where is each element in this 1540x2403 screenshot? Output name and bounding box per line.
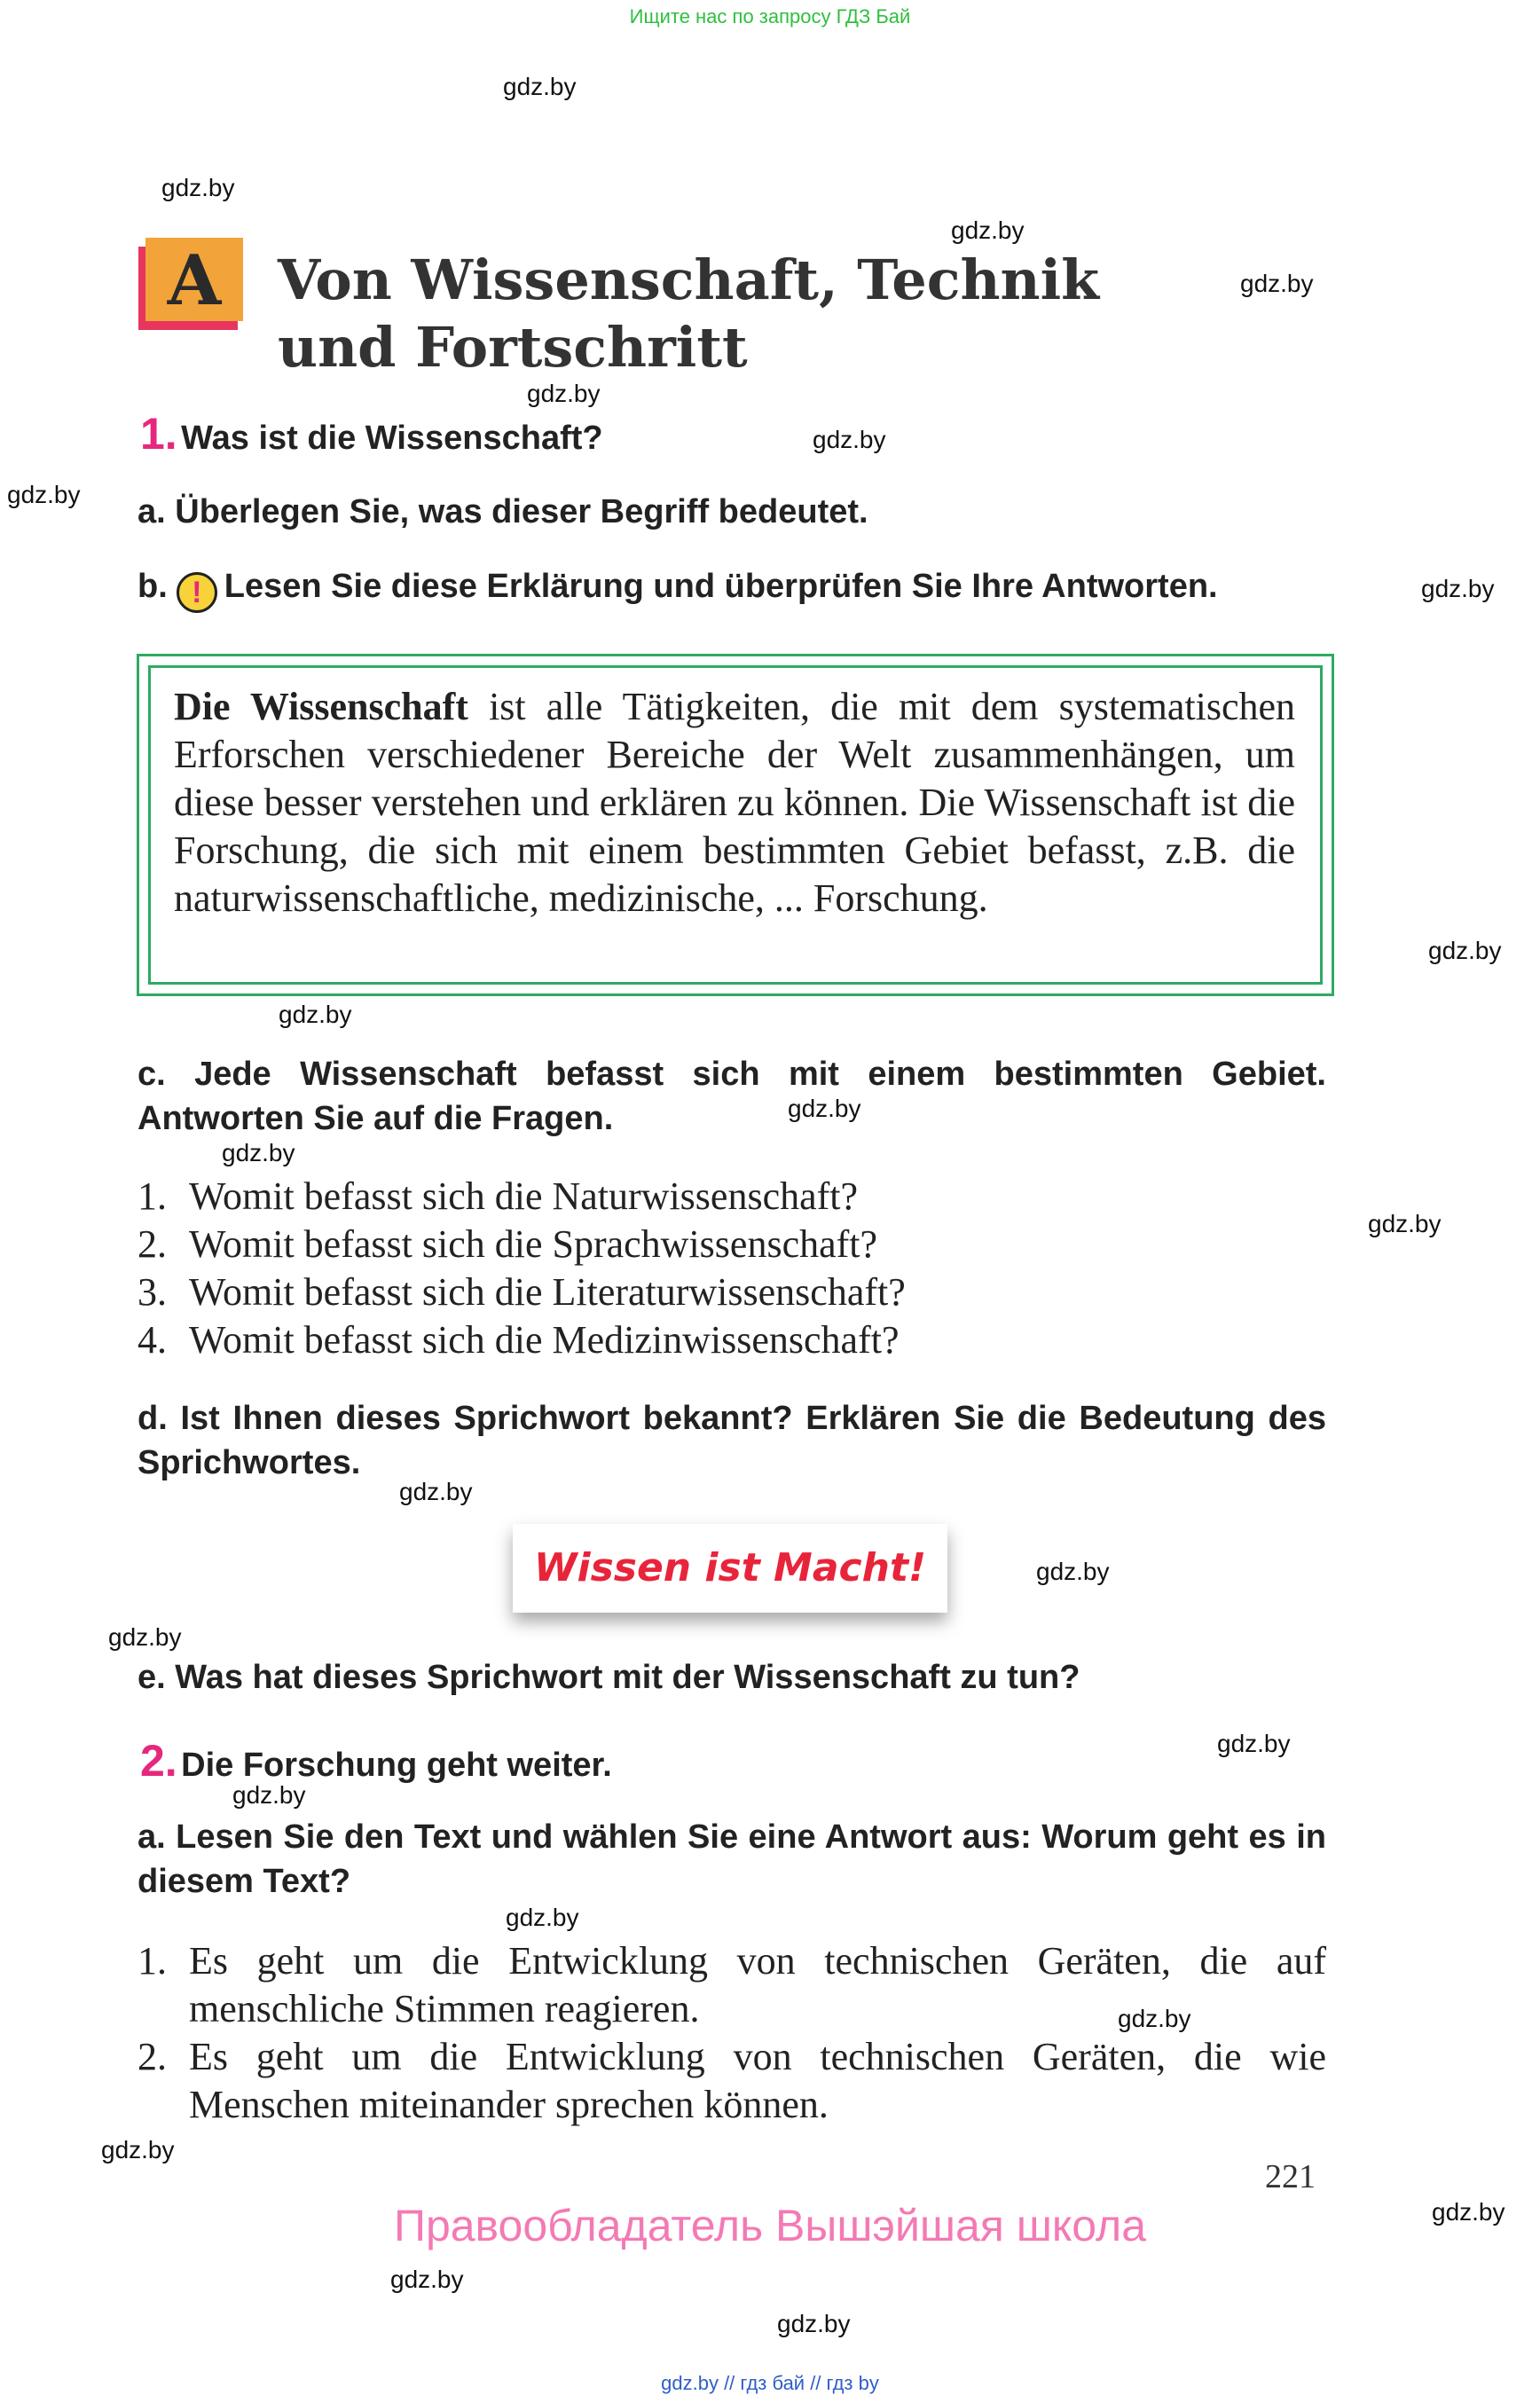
question-text: Womit befasst sich die Medizinwissenschaft? bbox=[189, 1318, 900, 1362]
watermark: gdz.by bbox=[390, 2266, 464, 2293]
watermark: gdz.by bbox=[108, 1623, 182, 1651]
rights-holder: Правообладатель Вышэйшая школа bbox=[394, 2201, 1146, 2250]
section-title-line2: und Fortschritt bbox=[278, 315, 748, 380]
watermark: gdz.by bbox=[1217, 1730, 1291, 1757]
definition-text bbox=[174, 683, 1295, 923]
exercise1-number: 1. bbox=[140, 409, 177, 459]
exercise1-task-a: a. Überlegen Sie, was dieser Begriff bedeutet. bbox=[138, 493, 868, 530]
question-item bbox=[138, 1316, 1326, 1364]
watermark: gdz.by bbox=[951, 216, 1025, 244]
exercise2-task-a: a. Lesen Sie den Text und wählen Sie eine Antwort aus: Worum geht es in diesem Text? bbox=[138, 1818, 1326, 1900]
top-banner[interactable]: Ищите нас по запросу ГДЗ Бай bbox=[629, 5, 911, 27]
section-badge bbox=[138, 238, 243, 330]
question-text: Womit befasst sich die Literaturwissenschaft? bbox=[189, 1270, 906, 1314]
question-text: Womit befasst sich die Sprachwissenschaft? bbox=[189, 1222, 878, 1266]
exclamation-icon: ! bbox=[177, 572, 217, 613]
option-text: Es geht um die Entwicklung von technischen Geräten, die wie Menschen miteinander sprechen können. bbox=[189, 2035, 1326, 2126]
watermark: gdz.by bbox=[279, 1001, 352, 1028]
watermark: gdz.by bbox=[7, 481, 81, 508]
footer-links[interactable]: gdz.by // гдз бай // гдз by bbox=[661, 2372, 879, 2394]
page-number: 221 bbox=[1265, 2158, 1316, 2195]
exercise1-task-e: e. Was hat dieses Sprichwort mit der Wissenschaft zu tun? bbox=[138, 1659, 1080, 1696]
question-number: 4. bbox=[138, 1318, 167, 1362]
watermark: gdz.by bbox=[788, 1095, 861, 1122]
options-list bbox=[138, 1937, 1326, 2129]
proverb-card bbox=[513, 1524, 947, 1613]
question-number: 1. bbox=[138, 1174, 167, 1218]
exercise1-task-c: c. Jede Wissenschaft befasst sich mit einem bestimmten Gebiet. Antworten Sie auf die Fragen. bbox=[138, 1056, 1326, 1137]
question-number: 2. bbox=[138, 1222, 167, 1266]
question-item bbox=[138, 1173, 1326, 1221]
section-letter: A bbox=[167, 240, 222, 321]
question-number: 3. bbox=[138, 1270, 167, 1314]
task-b-prefix: b. bbox=[138, 568, 168, 605]
watermark: gdz.by bbox=[1421, 575, 1495, 602]
option-text: Es geht um die Entwicklung von technischen Geräten, die auf menschliche Stimmen reagieren. bbox=[189, 1939, 1326, 2030]
watermark: gdz.by bbox=[813, 426, 886, 453]
definition-term: Die Wissenschaft bbox=[174, 685, 468, 728]
proverb-text: Wissen ist Macht! bbox=[533, 1545, 927, 1590]
watermark: gdz.by bbox=[399, 1478, 473, 1505]
option-number: 1. bbox=[138, 1939, 167, 1983]
definition-body: ist alle Tätigkeiten, die mit dem systematischen Erforschen verschiedener Bereiche der Welt zusammenhängen, um diese besser verstehen und erklären zu können. Die Wissenschaft ist die Forschung, die sich mit einem bestimmten Gebiet befasst, z.B. die naturwissenschaftliche, medizinische, ... Forschung. bbox=[174, 685, 1296, 920]
option-item bbox=[138, 1937, 1326, 2033]
watermark: gdz.by bbox=[1428, 937, 1502, 964]
exercise2-number: 2. bbox=[140, 1736, 177, 1786]
watermark: gdz.by bbox=[232, 1781, 306, 1809]
question-item bbox=[138, 1268, 1326, 1316]
option-number: 2. bbox=[138, 2035, 167, 2078]
watermark: gdz.by bbox=[1432, 2198, 1505, 2226]
exercise2-heading: Die Forschung geht weiter. bbox=[181, 1747, 612, 1784]
watermark: gdz.by bbox=[1240, 270, 1314, 297]
watermark: gdz.by bbox=[1368, 1210, 1442, 1237]
watermark: gdz.by bbox=[1036, 1558, 1110, 1585]
watermark: gdz.by bbox=[503, 73, 577, 100]
section-title-line1: Von Wissenschaft, Technik bbox=[278, 247, 1100, 312]
watermark: gdz.by bbox=[506, 1904, 579, 1931]
questions-list bbox=[138, 1173, 1326, 1364]
exercise1-heading: Was ist die Wissenschaft? bbox=[181, 420, 603, 457]
watermark: gdz.by bbox=[101, 2136, 175, 2163]
watermark: gdz.by bbox=[222, 1139, 295, 1166]
watermark: gdz.by bbox=[777, 2310, 851, 2337]
exercise1-header bbox=[140, 408, 603, 459]
option-item bbox=[138, 2033, 1326, 2129]
watermark: gdz.by bbox=[527, 380, 601, 407]
question-text: Womit befasst sich die Naturwissenschaft? bbox=[189, 1174, 859, 1218]
exercise1-task-b bbox=[138, 564, 1326, 613]
exercise1-task-d: d. Ist Ihnen dieses Sprichwort bekannt? Erklären Sie die Bedeutung des Sprichwortes. bbox=[138, 1400, 1326, 1481]
task-b-text: Lesen Sie diese Erklärung und überprüfen Sie Ihre Antworten. bbox=[224, 568, 1218, 605]
exercise2-header bbox=[140, 1735, 612, 1787]
watermark: gdz.by bbox=[161, 174, 235, 201]
question-item bbox=[138, 1221, 1326, 1268]
watermark: gdz.by bbox=[1118, 2005, 1191, 2032]
section-title bbox=[278, 247, 1165, 381]
